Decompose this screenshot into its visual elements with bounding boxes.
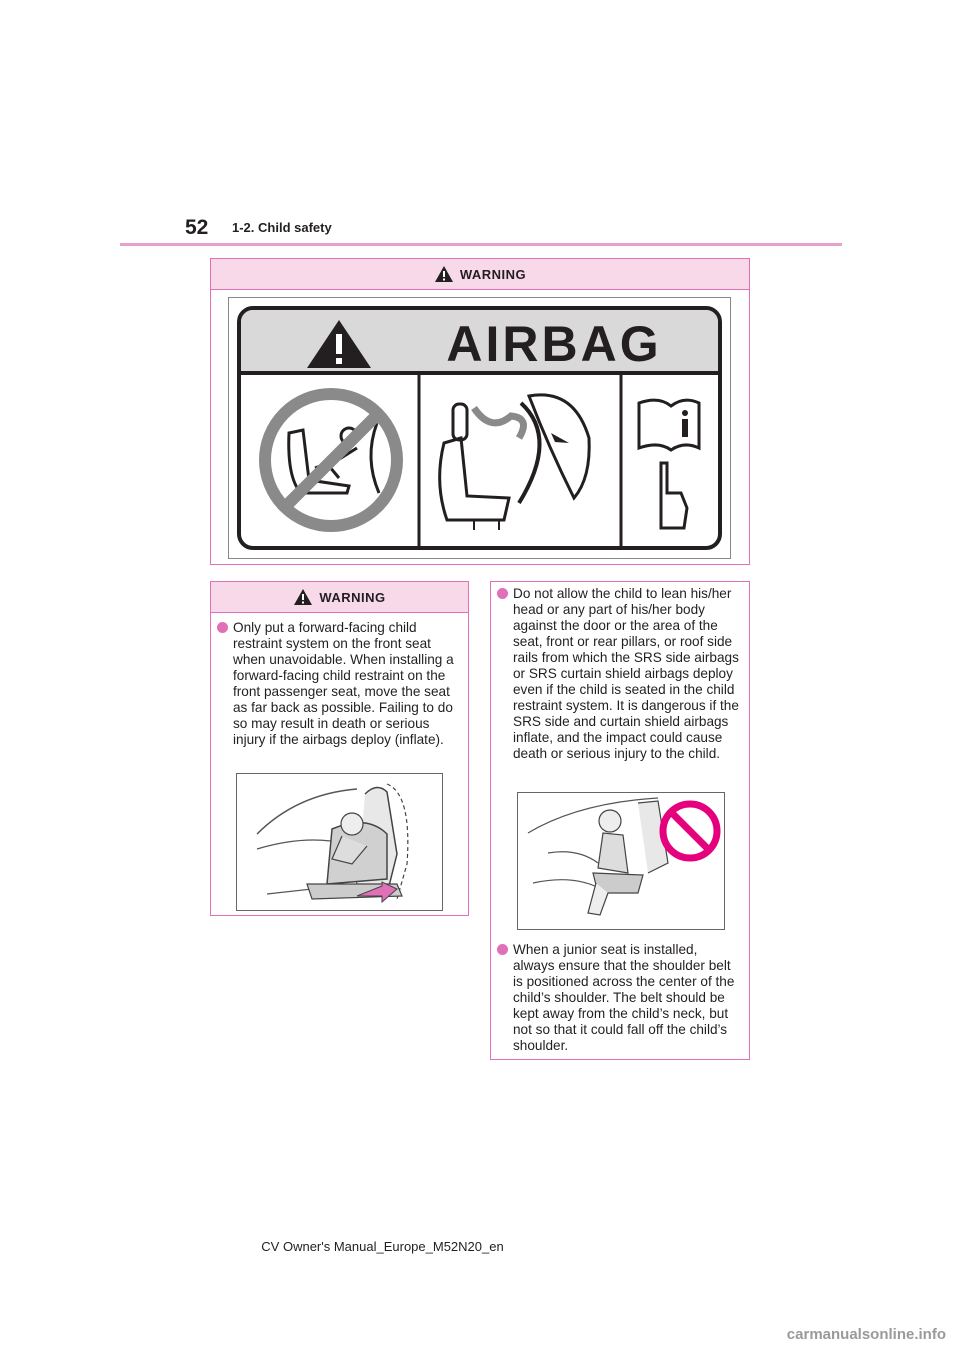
bullet-dot-icon (497, 588, 508, 599)
bullet-text: Only put a forward-facing child restraint system on the front seat when unavoidable. When installing a forward-facing child restraint on the front passenger seat, move the seat as far back as possible. Failing to do so may result in death or serious injury if the airbags deploy (inflate). (233, 620, 454, 747)
warning-title: WARNING (319, 589, 386, 605)
child-seat-figure (236, 773, 443, 911)
bullet-text: When a junior seat is installed, always ensure that the shoulder belt is positioned across the center of the child’s shoulder. The belt should be kept away from the child’s neck, but not so that it could fall off the child’s shoulder. (513, 942, 735, 1053)
footer (0, 1239, 960, 1254)
bullet-dot-icon (217, 622, 228, 633)
warning-triangle-icon (293, 588, 313, 606)
warning-title: WARNING (459, 266, 527, 282)
forward-facing-seat-illustration (237, 774, 442, 910)
airbag-warning-label (229, 298, 730, 558)
warning-header (211, 582, 468, 613)
junior-seat-figure (517, 792, 725, 930)
airbag-label-frame (228, 297, 731, 559)
top-warning-box (210, 258, 750, 565)
warning-header (211, 259, 749, 290)
bullet-text: Do not allow the child to lean his/her head or any part of his/her body against the door or the area of the seat, front or rear pillars, or roof side rails from which the SRS side airbags or SRS curtain shield airbags deploy even if the child is seated in the child restraint system. It is dangerous if the SRS side and curtain shield airbags inflate, and the impact could cause death or serious injury to the child. (513, 586, 739, 761)
airbag-label-text: AIRBAG (446, 316, 662, 372)
list-item (491, 586, 749, 762)
warning-triangle-icon (434, 265, 454, 283)
right-warning-box (490, 581, 750, 1060)
prohibition-icon (663, 804, 717, 858)
manual-name: CV Owner's Manual_Europe_M52N20_en (261, 1239, 504, 1254)
page-number: 52 (185, 216, 209, 239)
section-title: 1-2. Child safety (232, 220, 332, 235)
left-warning-box (210, 581, 469, 916)
header-rule (120, 243, 842, 246)
bullet-dot-icon (497, 944, 508, 955)
list-item (211, 620, 468, 748)
leaning-child-illustration (518, 793, 724, 929)
watermark: carmanualsonline.info (786, 1326, 946, 1343)
list-item (491, 942, 749, 1054)
